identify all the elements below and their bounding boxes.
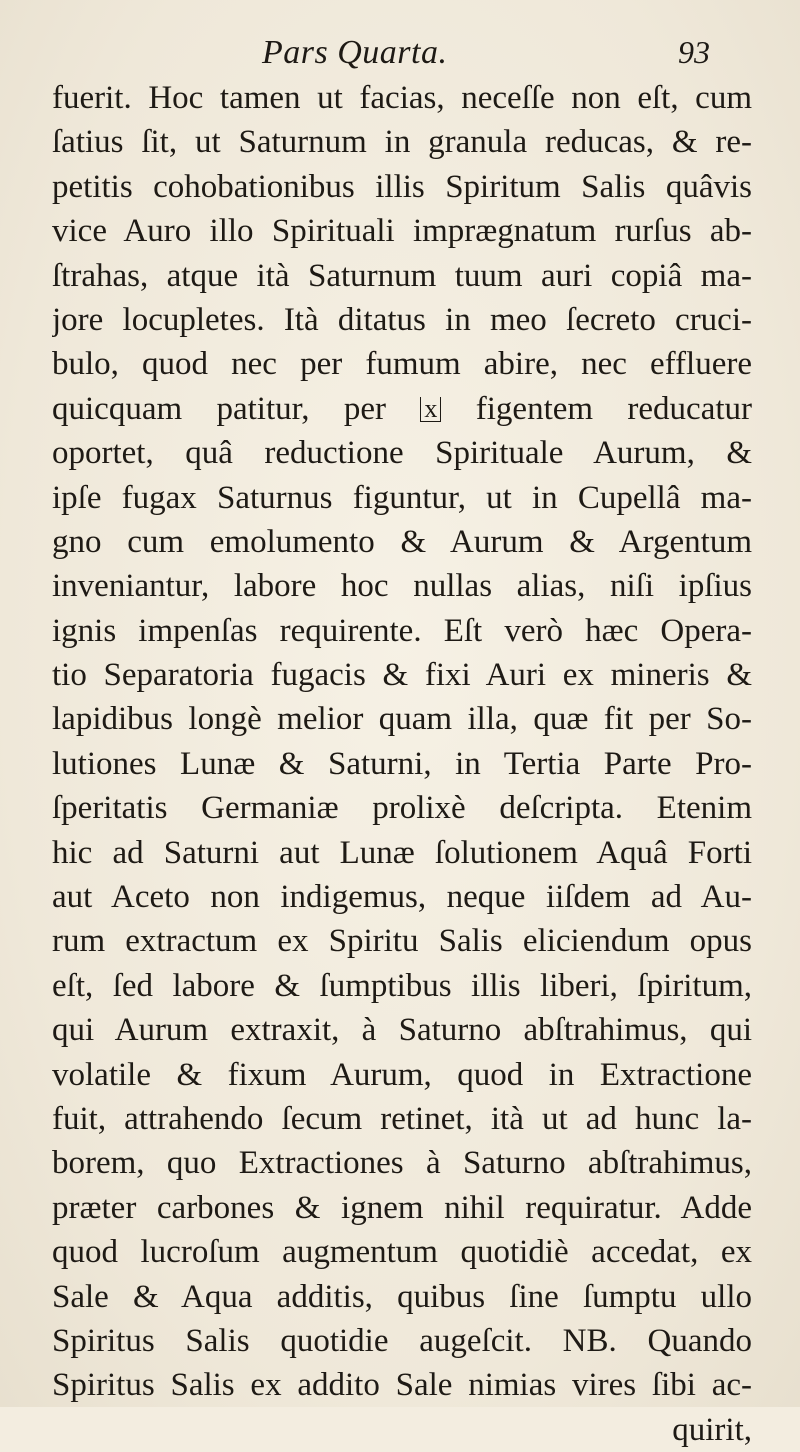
text-line: hic ad Saturni aut Lunæ ſolutionem Aquâ Forti (52, 834, 752, 871)
text-line: ignis impenſas requirente. Eſt verò hæc Opera- (52, 612, 752, 649)
alchemical-symbol: x (420, 397, 441, 422)
running-title: Pars Quarta. (262, 34, 448, 71)
text-line: præter carbones & ignem nihil requiratur. Adde (52, 1189, 752, 1226)
text-line: jore locupletes. Ità ditatus in meo ſecreto cruci- (52, 301, 752, 338)
catchword: quirit, (672, 1411, 752, 1448)
text-line: borem, quo Extractiones à Saturno abſtrahimus, (52, 1145, 752, 1182)
text-line: ſatius ſit, ut Saturnum in granula reducas, & re- (52, 124, 752, 161)
text-line: Spiritus Salis quotidie augeſcit. NB. Quando (52, 1322, 752, 1359)
page-number: 93 (678, 34, 710, 70)
text-line: quod lucroſum augmentum quotidiè accedat, ex (52, 1234, 752, 1271)
text-line: bulo, quod nec per fumum abire, nec effluere (52, 346, 752, 383)
text-line-with-symbol (52, 387, 752, 431)
text-line: lutiones Lunæ & Saturni, in Tertia Parte Pro- (52, 745, 752, 782)
text-line: tio Separatoria fugacis & fixi Auri ex mineris & (52, 657, 752, 694)
text-line: ſperitatis Germaniæ prolixè deſcripta. Etenim (52, 790, 752, 827)
text-line: Sale & Aqua additis, quibus ſine ſumptu ullo (52, 1278, 752, 1315)
text-line: inveniantur, labore hoc nullas alias, niſi ipſius (52, 568, 752, 605)
body-text (52, 76, 752, 1452)
text-line: petitis cohobationibus illis Spiritum Salis quâvis (52, 168, 752, 205)
text-line: fuit, attrahendo ſecum retinet, ità ut ad hunc la- (52, 1100, 752, 1137)
text-line: vice Auro illo Spirituali imprægnatum rurſus ab- (52, 213, 752, 250)
text-line: gno cum emolumento & Aurum & Argentum (52, 523, 752, 560)
text-line: qui Aurum extraxit, à Saturno abſtrahimus, qui (52, 1012, 752, 1049)
text-line: rum extractum ex Spiritu Salis eliciendum opus (52, 923, 752, 960)
text-line: fuerit. Hoc tamen ut facias, neceſſe non eſt, cum (52, 80, 752, 116)
text-line-end: figentem reducatur (475, 390, 752, 427)
text-line: oportet, quâ reductione Spirituale Aurum, & (52, 435, 752, 472)
text-line: Spiritus Salis ex addito Sale nimias vires ſibi ac- (52, 1367, 752, 1404)
text-line: lapidibus longè melior quam illa, quæ fit per So- (52, 701, 752, 738)
text-line-start: quicquam patitur, per (52, 390, 387, 427)
text-line: aut Aceto non indigemus, neque iiſdem ad Au- (52, 879, 752, 916)
running-head (0, 34, 800, 74)
text-line: eſt, ſed labore & ſumptibus illis liberi, ſpiritum, (52, 967, 752, 1004)
text-line: volatile & fixum Aurum, quod in Extractione (52, 1056, 752, 1093)
text-line: ipſe fugax Saturnus figuntur, ut in Cupellâ ma- (52, 479, 752, 516)
text-line: ſtrahas, atque ità Saturnum tuum auri copiâ ma- (52, 257, 752, 294)
